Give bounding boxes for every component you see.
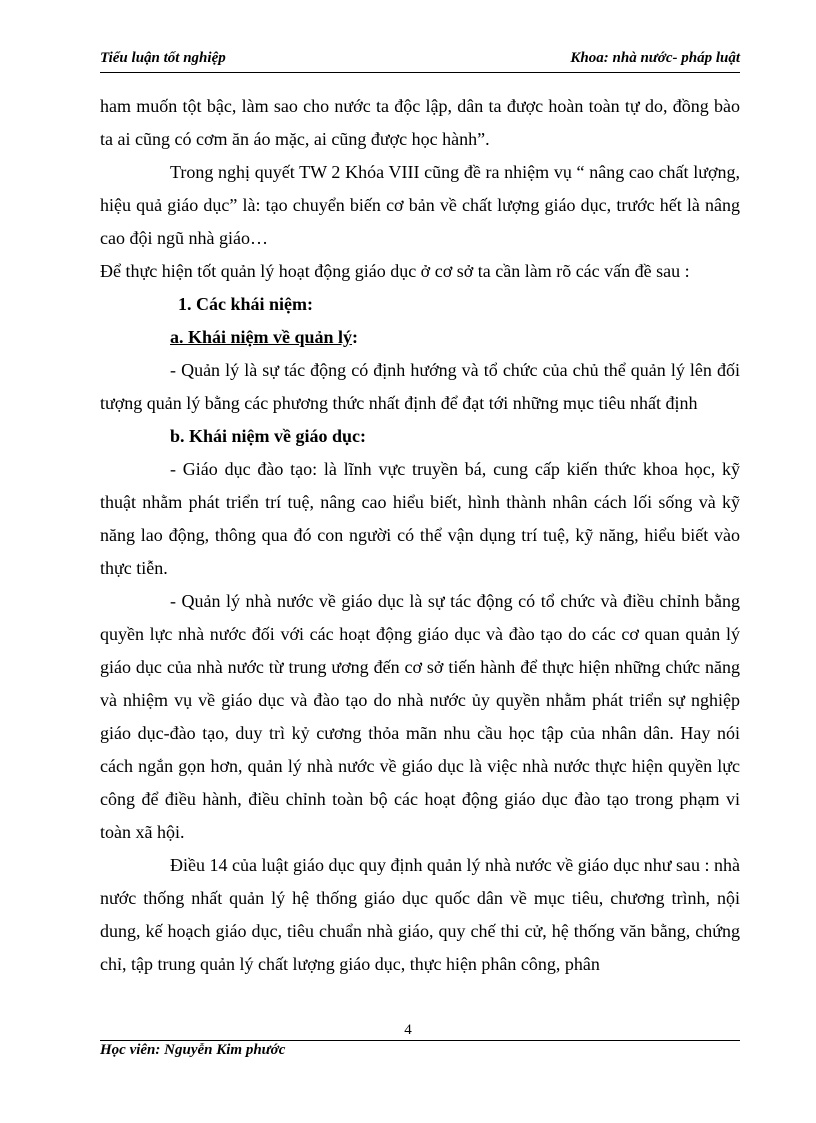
page-number: 4 xyxy=(404,1022,412,1038)
paragraph-education-definition: - Giáo dục đào tạo: là lĩnh vực truyền bá, cung cấp kiến thức khoa học, kỹ thuật nhằm phát triển trí tuệ, nâng cao hiểu biết, hình thành nhân cách lối sống và kỹ năng lao động, thông qua đó con người có thể vận dụng trí tuệ, kỹ năng, hiểu biết vào thực tiễn. xyxy=(100,459,740,578)
subheading-management-colon: : xyxy=(352,327,359,347)
subheading-management xyxy=(100,321,740,354)
paragraph-quote-end: ham muốn tột bậc, làm sao cho nước ta độc lập, dân ta được hoàn toàn tự do, đồng bào ta ai cũng có cơm ăn áo mặc, ai cũng được học hành”. xyxy=(100,96,740,149)
footer-student-name: Học viên: Nguyễn Kim phước xyxy=(100,1042,286,1058)
page-footer xyxy=(100,1040,740,1059)
paragraph-intro: Để thực hiện tốt quản lý hoạt động giáo dục ở cơ sở ta cần làm rõ các vấn đề sau : xyxy=(100,261,690,281)
header-left-title: Tiểu luận tốt nghiệp xyxy=(100,50,226,66)
paragraph-resolution: Trong nghị quyết TW 2 Khóa VIII cũng đề ra nhiệm vụ “ nâng cao chất lượng, hiệu quả giáo dục” là: tạo chuyển biến cơ bản về chất lượng giáo dục, trước hết là nâng cao đội ngũ nhà giáo… xyxy=(100,162,740,248)
header-right-title: Khoa: nhà nước- pháp luật xyxy=(570,50,740,66)
paragraph-management-definition: - Quản lý là sự tác động có định hướng và tổ chức của chủ thể quản lý lên đối tượng quản lý bằng các phương thức nhất định để đạt tới những mục tiêu nhất định xyxy=(100,360,740,413)
page-body xyxy=(100,90,740,981)
subheading-management-text: a. Khái niệm về quản lý xyxy=(170,327,353,347)
subheading-education: b. Khái niệm về giáo dục: xyxy=(170,426,367,446)
section-heading-concepts: 1. Các khái niệm: xyxy=(178,294,313,314)
paragraph-state-management: - Quản lý nhà nước về giáo dục là sự tác động có tổ chức và điều chỉnh bằng quyền lực nhà nước đối với các hoạt động giáo dục và đào tạo do các cơ quan quản lý giáo dục của nhà nước từ trung ương đến cơ sở tiến hành để thực hiện những chức năng và nhiệm vụ về giáo dục và đào tạo do nhà nước ủy quyền nhằm phát triển sự nghiệp giáo dục-đào tạo, duy trì kỷ cương thỏa mãn nhu cầu học tập của nhân dân. Hay nói cách ngắn gọn hơn, quản lý nhà nước về giáo dục là việc nhà nước thực hiện quyền lực công để điều hành, điều chỉnh toàn bộ các hoạt động giáo dục đào tạo trong phạm vi toàn xã hội. xyxy=(100,591,740,842)
paragraph-article-14: Điều 14 của luật giáo dục quy định quản lý nhà nước về giáo dục như sau : nhà nước thống nhất quản lý hệ thống giáo dục quốc dân về mục tiêu, chương trình, nội dung, kế hoạch giáo dục, tiêu chuẩn nhà giáo, quy chế thi cử, hệ thống văn bằng, chứng chỉ, tập trung quản lý chất lượng giáo dục, thực hiện phân công, phân xyxy=(100,855,740,974)
page-header xyxy=(100,46,740,73)
